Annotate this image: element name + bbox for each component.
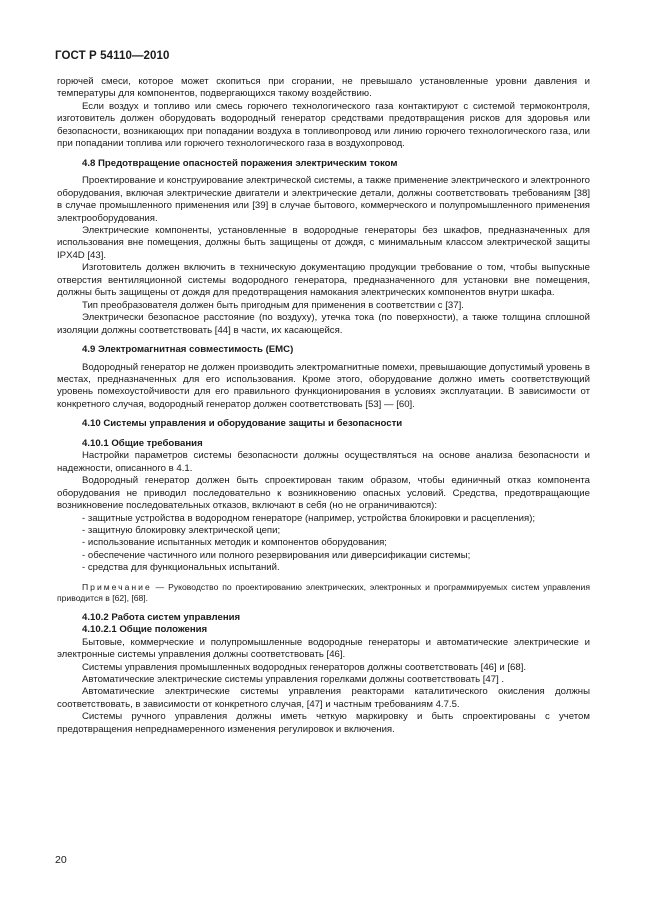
section-heading-4-10-1: 4.10.1 Общие требования (82, 437, 203, 449)
paragraph: Бытовые, коммерческие и полупромышленные водородные генераторы и автоматические электрические и электронные системы управления должны соответствовать [46]. (57, 636, 590, 661)
list-item: - защитные устройства в водородном генераторе (например, устройства блокировки и расцепления); (82, 512, 536, 524)
paragraph: Изготовитель должен включить в техническую документацию продукции требование о том, чтобы выпускные отверстия вентиляционной системы водородного генератора, предназначенного для установки вне помещения, должны быть защищены от дождя для предотвращения намокания электрических компонентов внутри шкафа. (57, 262, 590, 299)
note (57, 582, 590, 605)
paragraph: Настройки параметров системы безопасности должны осуществляться на основе анализа безопасности и надежности, описанного в 4.1. (57, 450, 590, 474)
paragraph: Системы ручного управления должны иметь четкую маркировку и быть спроектированы с учетом предотвращения непреднамеренного изменения регулировок и включения. (57, 711, 590, 735)
list-item: - использование испытанных методик и компонентов оборудования; (82, 537, 387, 549)
paragraph: Водородный генератор не должен производить электромагнитные помехи, превышающие допустимый уровень в местах, предназначенных для его использования. Кроме этого, оборудование должно иметь соответствующий уровень помехоустойчивости для его правильного функционирования в условиях эксплуатации. В зависимости от конкретного случая, водородный генератор должен соответствовать [53] — [60]. (57, 361, 590, 410)
paragraph: Тип преобразователя должен быть пригодным для применения в соответствии с [37]. (82, 299, 464, 311)
section-heading-4-10-2-1: 4.10.2.1 Общие положения (82, 624, 208, 636)
list-item: - обеспечение частичного или полного резервирования или диверсификации системы; (82, 549, 471, 561)
list-item: - средства для функциональных испытаний. (82, 562, 280, 574)
paragraph: Системы управления промышленных водородных генераторов должны соответствовать [46] и [68]. (82, 661, 527, 673)
paragraph: Электрические компоненты, установленные в водородные генераторы без шкафов, предназначенных для использования вне помещения, должны быть защищены от дождя, с минимальным классом электрической защиты IPX4D [43]. (57, 224, 590, 261)
list-item: - защитную блокировку электрической цепи; (82, 524, 281, 536)
paragraph: Автоматические электрические системы управления реакторами каталитического окисления должны соответствовать, в зависимости от конкретного случая, [47] и частным требованиям 4.7.5. (57, 686, 590, 710)
paragraph: Автоматические электрические системы управления горелками должны соответствовать [47] . (82, 674, 505, 686)
note-text: — Руководство по проектированию электрических, электронных и программируемых систем управления приводится в [62], [68]. (57, 581, 590, 604)
page-content (57, 76, 590, 736)
paragraph: Проектирование и конструирование электрической системы, а также применение электрического и электронного оборудования, включая электрические двигатели и электрические детали, должны соответствовать требованиям [38] в случае промышленного применения или [39] в случае бытового, коммерческого и полупромышленного применения электрооборудования. (57, 175, 590, 224)
section-heading-4-9: 4.9 Электромагнитная совместимость (ЕМС) (82, 344, 294, 356)
paragraph: горючей смеси, которое может скопиться при сгорании, не превышало установленные уровни давления и температуры для компонентов, подвергающихся такому воздействию. (57, 76, 590, 100)
document-header: ГОСТ Р 54110—2010 (55, 50, 170, 62)
page-number: 20 (55, 854, 67, 866)
paragraph: Водородный генератор должен быть спроектирован таким образом, чтобы единичный отказ компонента оборудования не приводил последовательно к возникновению опасных условий. Средства, предотвращающие возникновение последовательных отказов, включают в себя (но не ограничиваются): (57, 475, 590, 512)
paragraph: Электрически безопасное расстояние (по воздуху), утечка тока (по поверхности), а также толщина сплошной изоляции должны соответствовать [44] в части, их касающейся. (57, 312, 590, 336)
section-heading-4-10: 4.10 Системы управления и оборудование защиты и безопасности (82, 418, 403, 430)
paragraph: Если воздух и топливо или смесь горючего технологического газа контактируют с системой термоконтроля, изготовитель должен оборудовать водородный генератор средствами предотвращения рисков для здоровья или безопасности, возникающих при попадании воздуха в топливопровод или линию горючего технологического газа, или при попадании топлива или горючего технологического газа в воздухопровод. (57, 100, 590, 150)
note-label: Примечание (82, 581, 152, 592)
section-heading-4-10-2: 4.10.2 Работа систем управления (82, 611, 241, 623)
section-heading-4-8: 4.8 Предотвращение опасностей поражения электрическим током (82, 157, 398, 169)
